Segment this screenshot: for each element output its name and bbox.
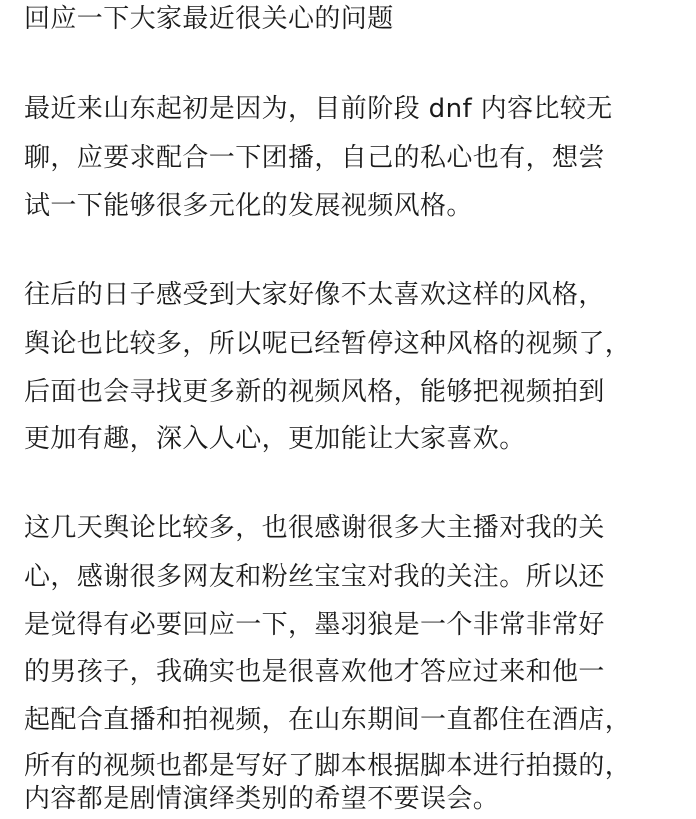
- paragraph-line: 后面也会寻找更多新的视频风格，能够把视频拍到: [24, 377, 605, 407]
- paragraph-line: 的男孩子，我确实也是很喜欢他才答应过来和他一: [24, 657, 605, 687]
- statement-title: 回应一下大家最近很关心的问题: [24, 4, 394, 34]
- paragraph-line: 试一下能够很多元化的发展视频风格。: [24, 191, 473, 221]
- paragraph-line: 心，感谢很多网友和粉丝宝宝对我的关注。所以还: [24, 562, 605, 592]
- paragraph-line: 聊，应要求配合一下团播，自己的私心也有，想尝: [24, 143, 605, 173]
- paragraph-line: 是觉得有必要回应一下，墨羽狼是一个非常非常好: [24, 610, 605, 640]
- paragraph-line: 往后的日子感受到大家好像不太喜欢这样的风格，: [24, 280, 605, 310]
- paragraph-line: 起配合直播和拍视频，在山东期间一直都住在酒店，: [24, 705, 632, 735]
- paragraph-line: 舆论也比较多，所以呢已经暂停这种风格的视频了，: [24, 329, 632, 359]
- paragraph-line: 最近来山东起初是因为，目前阶段 dnf 内容比较无: [24, 94, 613, 124]
- paragraph-line: 这几天舆论比较多，也很感谢很多大主播对我的关: [24, 513, 605, 543]
- paragraph-line: 内容都是剧情演绎类别的希望不要误会。: [24, 784, 500, 814]
- paragraph-line: 更加有趣，深入人心，更加能让大家喜欢。: [24, 424, 526, 454]
- paragraph-line: 所有的视频也都是写好了脚本根据脚本进行拍摄的，: [24, 751, 632, 781]
